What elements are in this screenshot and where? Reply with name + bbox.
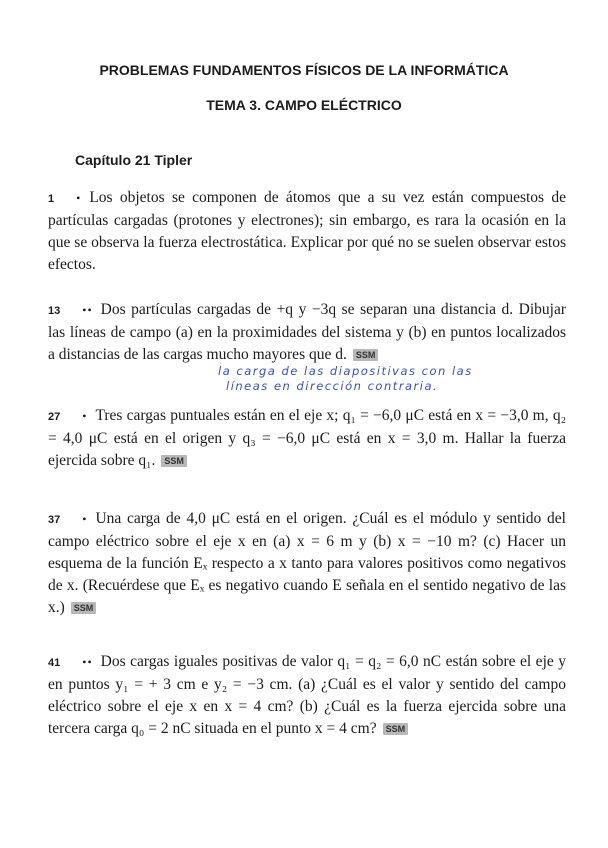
problem-13 [48, 299, 566, 366]
problem-number: 27 [48, 411, 61, 423]
difficulty-marker: • [76, 191, 82, 205]
problem-number: 13 [48, 305, 61, 317]
problem-text: Tres cargas puntuales están en el eje x; q₁ = −6,0 μC está en x = −3,0 m, q₂ = 4,0 μC está en el origen y q₃ = −6,0 μC está en x = 3,0 m. Hallar la fuerza ejercida sobre q₁. [48, 407, 566, 469]
difficulty-marker: •• [82, 303, 93, 317]
ssm-badge: SSM [161, 455, 187, 467]
problem-number: 1 [48, 193, 55, 205]
ssm-badge: SSM [353, 349, 379, 361]
topic-title: TEMA 3. CAMPO ELÉCTRICO [206, 97, 402, 113]
ssm-badge: SSM [71, 602, 97, 614]
handwritten-note-line2: líneas en dirección contraria. [226, 379, 439, 393]
problem-41 [48, 651, 566, 740]
handwritten-note-line1: la carga de las diapositivas con las [218, 364, 473, 378]
chapter-heading: Capítulo 21 Tipler [75, 152, 193, 168]
difficulty-marker: • [82, 512, 88, 526]
problem-1 [48, 187, 566, 276]
problem-number: 37 [48, 514, 61, 526]
ssm-badge: SSM [383, 723, 409, 735]
problem-27 [48, 405, 566, 472]
problem-text: Una carga de 4,0 μC está en el origen. ¿Cuál es el módulo y sentido del campo eléctrico sobre el eje x en (a) x = 6 m y (b) x = −10 m? (c) Hacer un esquema de la función Eₓ respecto a x tanto para valores positivos como negativos de x. (Recuérdese que Eₓ es negativo cuando E señala en el sentido negativo de las x.) [48, 510, 566, 616]
difficulty-marker: •• [82, 655, 93, 669]
problem-text: Los objetos se componen de átomos que a su vez están compuestos de partículas cargadas (protones y electrones); sin embargo, es rara la ocasión en la que se observa la fuerza electrostática. Explicar por qué no se suelen observar estos efectos. [48, 189, 566, 273]
problem-text: Dos cargas iguales positivas de valor q₁ = q₂ = 6,0 nC están sobre el eje y en puntos y₁ = + 3 cm e y₂ = −3 cm. (a) ¿Cuál es el valor y sentido del campo eléctrico sobre el eje x en x = 4 cm? (b) ¿Cuál es la fuerza ejercida sobre una tercera carga q₀ = 2 nC situada en el punto x = 4 cm? [48, 653, 566, 737]
problem-text: Dos partículas cargadas de +q y −3q se separan una distancia d. Dibujar las líneas de campo (a) en la proximidades del sistema y (b) en puntos localizados a distancias de las cargas mucho mayores que d. [48, 301, 566, 363]
problem-37 [48, 508, 566, 619]
document-title: PROBLEMAS FUNDAMENTOS FÍSICOS DE LA INFORMÁTICA [99, 62, 509, 78]
problem-number: 41 [48, 657, 61, 669]
difficulty-marker: • [82, 409, 88, 423]
